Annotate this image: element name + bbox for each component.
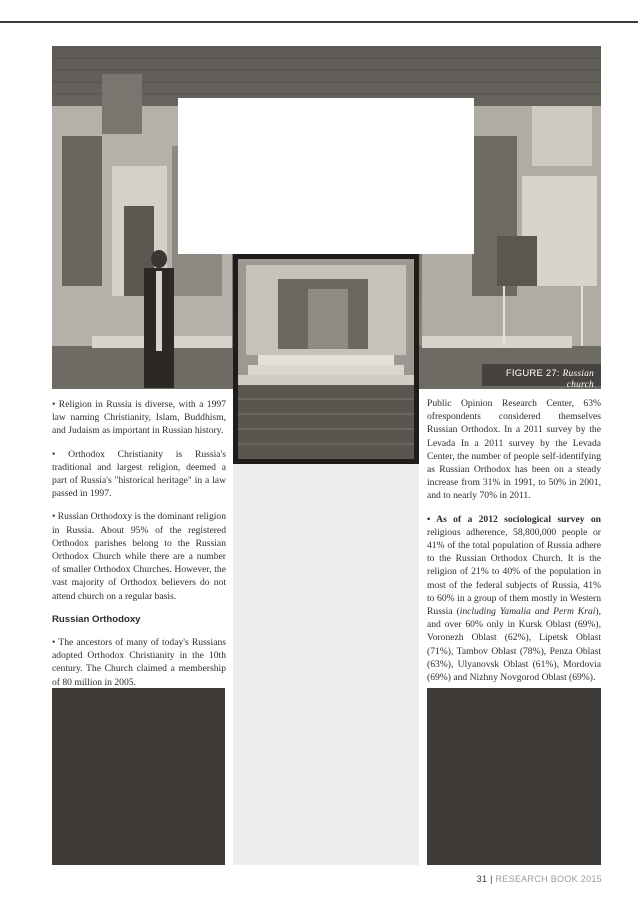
- page-footer: [470, 874, 602, 888]
- figure-caption-label: FIGURE 27:: [505, 368, 560, 379]
- left-paragraph-1: • Religion in Russia is diverse, with a 1997 law naming Christianity, Islam, Buddhism, and Judaism as important in Russian history.: [52, 399, 226, 437]
- left-paragraph-2: • Orthodox Christianity is Russia's traditional and largest religion, deemed a part of Russia's "historical heritage" in a law passed in 1997.: [52, 448, 226, 500]
- left-paragraph-3: • Russian Orthodoxy is the dominant religion in Russia. About 95% of the registered Orthodox parishes belong to the Russian Orthodox Church while there are a number of smaller Orthodox Churches. However, the vast majority of Orthodox believers do not attend church on a regular basis.: [52, 511, 226, 602]
- top-rule: [0, 21, 638, 23]
- right-paragraph-2-italic: including Yamalia and Perm Krai: [459, 606, 596, 618]
- right-paragraph-1: Public Opinion Research Center, 63% ofrespondents considered themselves Russian Orthodox. In a 2011 survey by the Levada In a 2011 survey by the Levada Center, the number of people self-identifying as Russian Orthodox has been on a steady increase from 31% in 1991, to 50% in 2001, and to nearly 70% in 2011.: [427, 398, 601, 502]
- figure-caption: [488, 368, 594, 390]
- left-paragraph-4: • The ancestors of many of today's Russians adopted Orthodox Christianity in the 10th century. The Church claimed a membership of 80 million in 2005.: [52, 637, 226, 688]
- section-heading: Russian Orthodoxy: [52, 613, 141, 625]
- left-column: [52, 398, 226, 722]
- right-paragraph-2-text-a: religious adherence, 58,800,000 people or 41% of the total population of Russia adhere to the Russian Orthodox Church. It is the religion of 21% to 40% of the population in most of the federal subjects of Russia, 41% to 60% in a group of them mostly in Western Russia (: [427, 526, 601, 618]
- grey-strip: [233, 464, 419, 865]
- right-paragraph-2-lead: • As of a 2012 sociological survey on: [427, 513, 601, 525]
- right-paragraph-2: [427, 513, 601, 685]
- book-title: RESEARCH BOOK 2015: [495, 874, 602, 884]
- dark-block-left: [52, 688, 225, 865]
- right-column: [427, 397, 601, 694]
- footer-separator: |: [490, 874, 493, 884]
- dark-block-right: [427, 688, 601, 865]
- page-number: 31: [476, 874, 488, 884]
- figure-caption-title: Russian church: [562, 369, 594, 390]
- right-paragraph-2-text-b: ), and over 60% only in Kursk Oblast (69%), Voronezh Oblast (62%), Lipetsk Oblast (71%), Tambov Oblast (78%), Penza Oblast (63%), Ulyanovsk Oblast (61%), Mordovia (69%) and Nizhny Novgorod Oblast (69%).: [427, 606, 601, 684]
- center-photo-frame: [233, 254, 419, 464]
- white-overlay-block: [178, 98, 474, 254]
